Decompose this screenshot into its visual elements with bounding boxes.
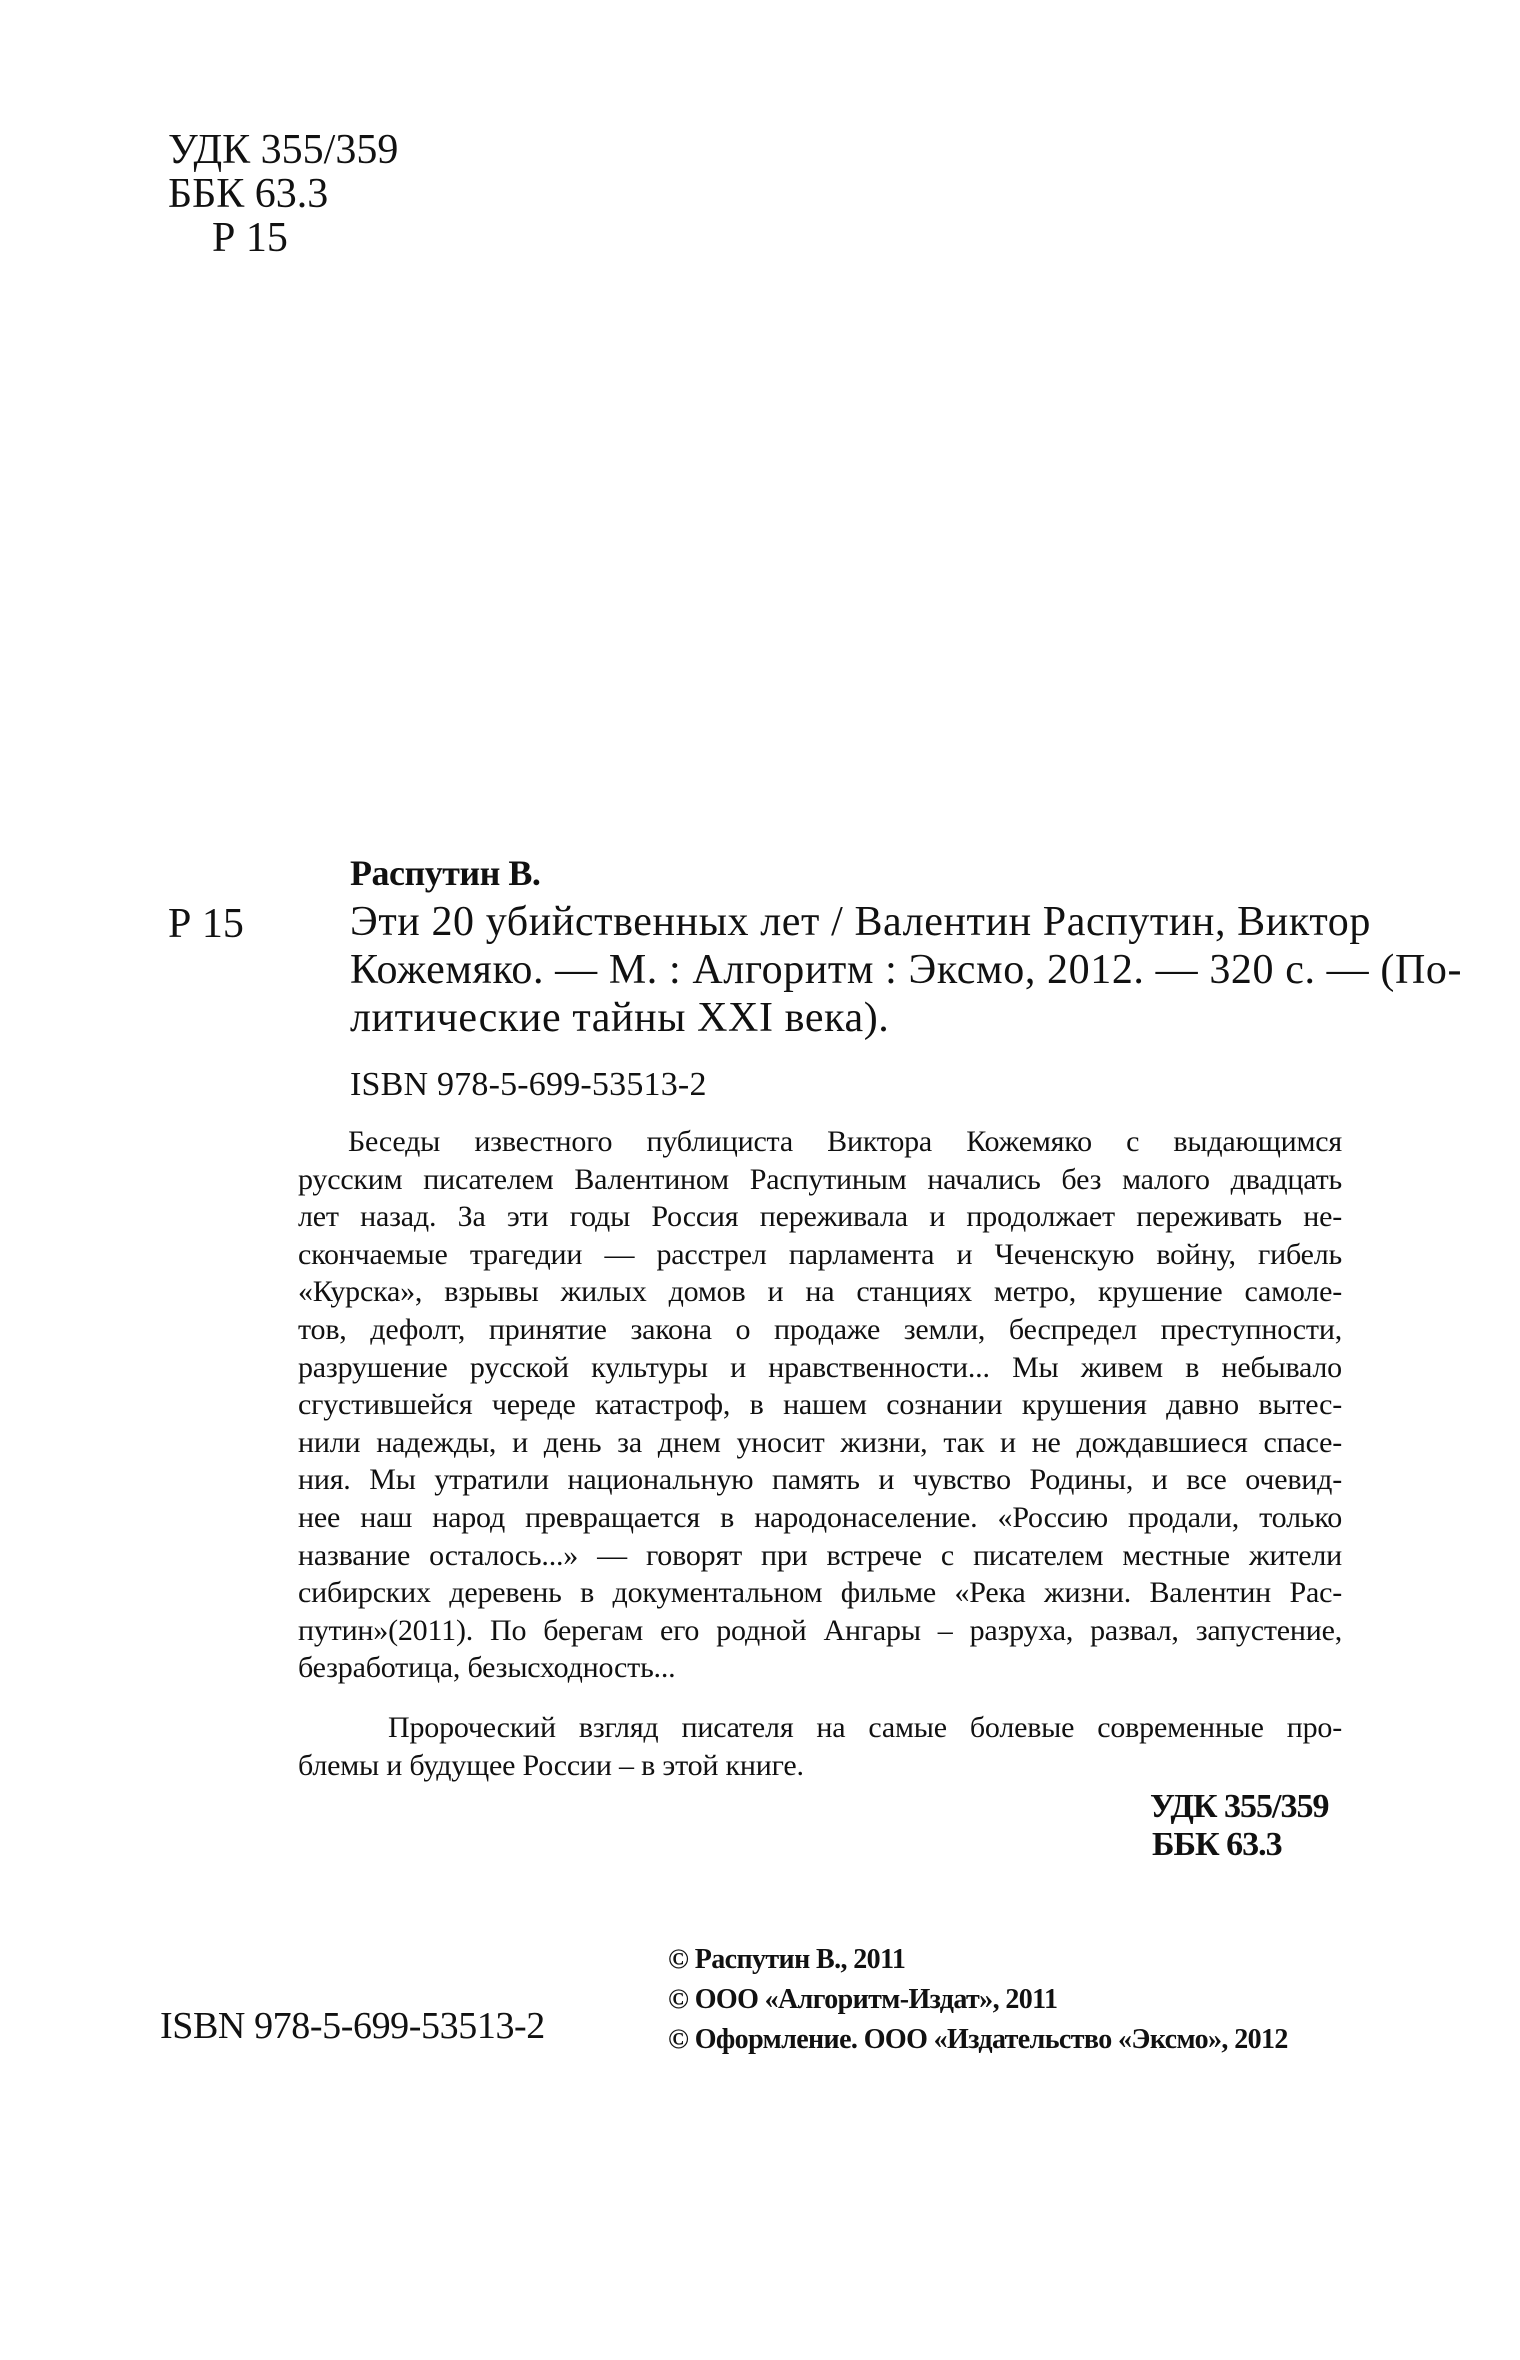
annotation-line: сгустившейся череде катастроф, в нашем сознании крушения давно вытес-	[298, 1388, 1342, 1422]
annotation-line: нее наш народ превращается в народонаселение. «Россию продали, только	[298, 1500, 1342, 1534]
annotation-line: «Курска», взрывы жилых домов и на станциях метро, крушение самоле-	[298, 1275, 1342, 1309]
annotation-line: скончаемые трагедии — расстрел парламента и Чеченскую войну, гибель	[298, 1237, 1342, 1271]
cutter-code: Р 15	[212, 215, 288, 261]
copyright-notices	[668, 1940, 1288, 2060]
title-line: Кожемяко. — М. : Алгоритм : Эксмо, 2012. — 320 с. — (По-	[350, 947, 1463, 993]
footer-isbn: ISBN 978-5-699-53513-2	[160, 2005, 545, 2047]
bbk-code: ББК 63.3	[168, 171, 329, 217]
author-heading: Распутин В.	[350, 853, 541, 893]
copyright-line: © ООО «Алгоритм-Издат», 2011	[668, 1984, 1058, 2015]
top-classification-codes	[168, 128, 398, 260]
copyright-line: © Распутин В., 2011	[668, 1944, 906, 1975]
summary-paragraph	[298, 1709, 1342, 1784]
annotation-paragraph	[298, 1123, 1342, 1687]
summary-line: Пророческий взгляд писателя на самые болевые современные про-	[388, 1711, 1342, 1744]
bottom-classification-codes	[1150, 1788, 1329, 1864]
annotation-line: нили надежды, и день за днем уносит жизни, так и не дождавшиеся спасе-	[298, 1425, 1342, 1459]
copyright-line: © Оформление. ООО «Издательство «Эксмо», 2012	[668, 2024, 1288, 2055]
annotation-line: разрушение русской культуры и нравственности... Мы живем в небывало	[298, 1350, 1342, 1384]
udk-code: УДК 355/359	[168, 127, 399, 173]
title-line: литические тайны XXI века).	[350, 995, 890, 1041]
annotation-line: тов, дефолт, принятие закона о продаже земли, беспредел преступности,	[298, 1312, 1342, 1346]
annotation-line: название осталось...» — говорят при встрече с писателем местные жители	[298, 1538, 1342, 1572]
title-line: Эти 20 убийственных лет / Валентин Распутин, Виктор	[350, 899, 1371, 945]
summary-line: блемы и будущее России – в этой книге.	[298, 1748, 804, 1782]
annotation-line: путин»(2011). По берегам его родной Ангары – разруха, развал, запустение,	[298, 1613, 1342, 1647]
udk-code: УДК 355/359	[1150, 1788, 1329, 1825]
annotation-line: лет назад. За эти годы Россия переживала и продолжает переживать не-	[298, 1200, 1342, 1234]
annotation-line: Беседы известного публициста Виктора Кожемяко с выдающимся	[348, 1125, 1342, 1158]
annotation-line: сибирских деревень в документальном фильме «Река жизни. Валентин Рас-	[298, 1576, 1342, 1610]
annotation-line: безработица, безысходность...	[298, 1651, 676, 1685]
annotation-line: русским писателем Валентином Распутиным начались без малого двадцать	[298, 1162, 1342, 1196]
entry-isbn: ISBN 978-5-699-53513-2	[350, 1066, 707, 1103]
bbk-code: ББК 63.3	[1152, 1826, 1282, 1863]
bibliographic-description	[350, 898, 1462, 1042]
entry-cutter-code: Р 15	[168, 901, 244, 947]
annotation-line: ния. Мы утратили национальную память и чувство Родины, и все очевид-	[298, 1463, 1342, 1497]
